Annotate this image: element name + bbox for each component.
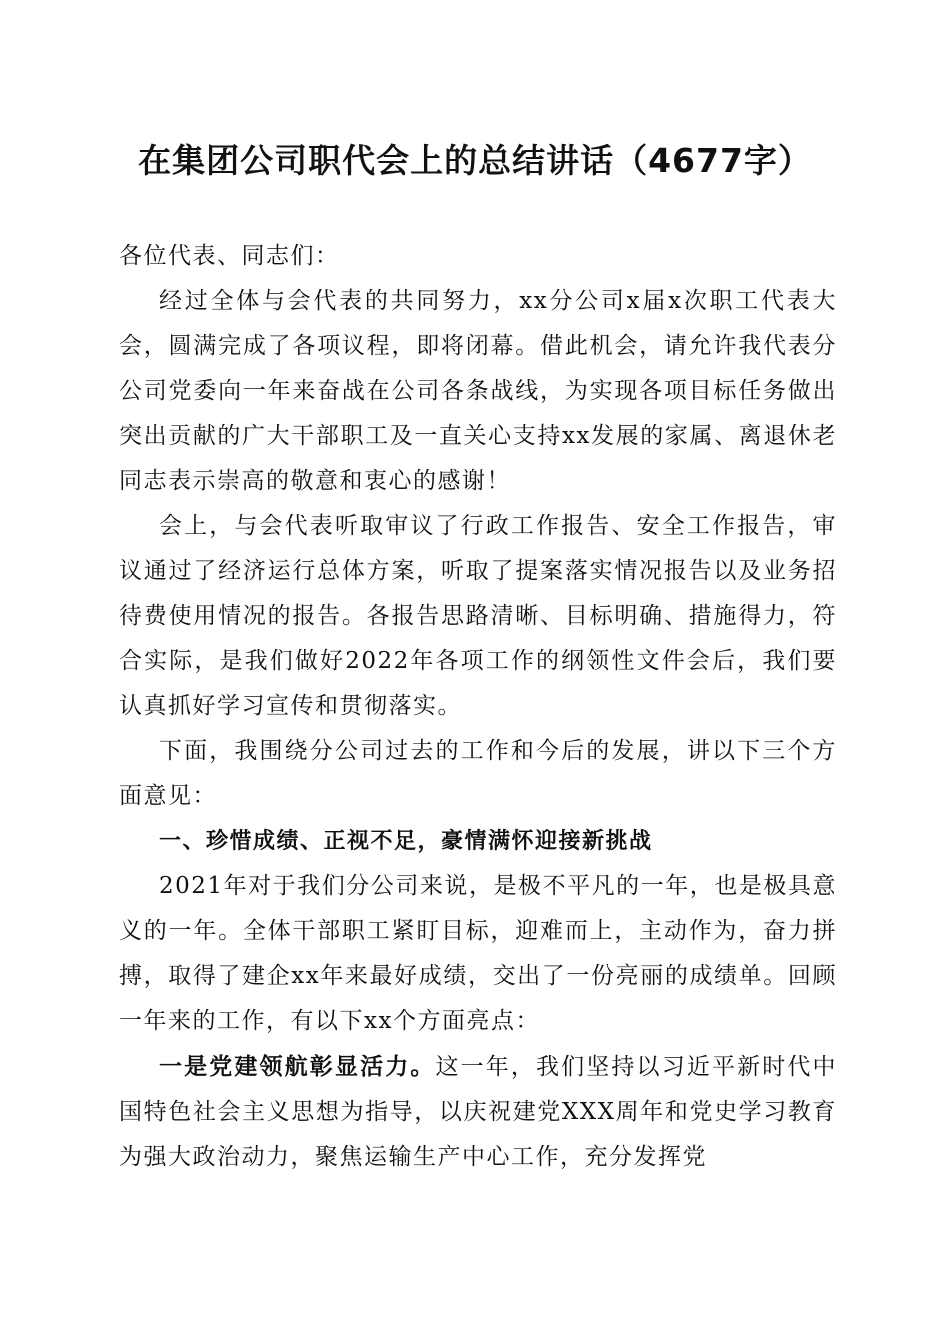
section-heading: 一、珍惜成绩、正视不足，豪情满怀迎接新挑战 bbox=[159, 829, 653, 854]
paragraph-opening: 经过全体与会代表的共同努力，xx分公司x届x次职工代表大会，圆满完成了各项议程，即将闭幕。借此机会，请允许我代表分公司党委向一年来奋战在公司各条战线，为实现各项目标任务做出突出贡献的广大干部职工及一直关心支持xx发展的家属、离退休老同志表示崇高的敬意和衷心的感谢！ bbox=[119, 288, 837, 494]
point-lead: 一是党建领航彰显活力。 bbox=[159, 1053, 436, 1080]
salutation: 各位代表、同志们： bbox=[119, 243, 340, 269]
paragraph-year-review: 2021年对于我们分公司来说，是极不平凡的一年，也是极具意义的一年。全体干部职工紧盯目标，迎难而上，主动作为，奋力拼搏，取得了建企xx年来最好成绩，交出了一份亮丽的成绩单。回顾一年来的工作，有以下xx个方面亮点： bbox=[119, 873, 837, 1034]
point-text: 这一年，我们坚持以习近平新时代中国特色社会主义思想为指导，以庆祝建党XXX周年和党史学习教育为强大政治动力，聚焦运输生产中心工作，充分发挥党 bbox=[119, 1054, 838, 1170]
paragraph-outline: 下面，我围绕分公司过去的工作和今后的发展，讲以下三个方面意见： bbox=[119, 738, 837, 809]
paragraph-meeting-review: 会上，与会代表听取审议了行政工作报告、安全工作报告，审议通过了经济运行总体方案，听取了提案落实情况报告以及业务招待费使用情况的报告。各报告思路清晰、目标明确、措施得力，符合实际，是我们做好2022年各项工作的纲领性文件会后，我们要认真抓好学习宣传和贯彻落实。 bbox=[119, 513, 837, 719]
paragraph-point-one bbox=[119, 1044, 837, 1180]
document-title: 在集团公司职代会上的总结讲话（4677字） bbox=[138, 141, 812, 180]
document-body bbox=[119, 234, 837, 1180]
